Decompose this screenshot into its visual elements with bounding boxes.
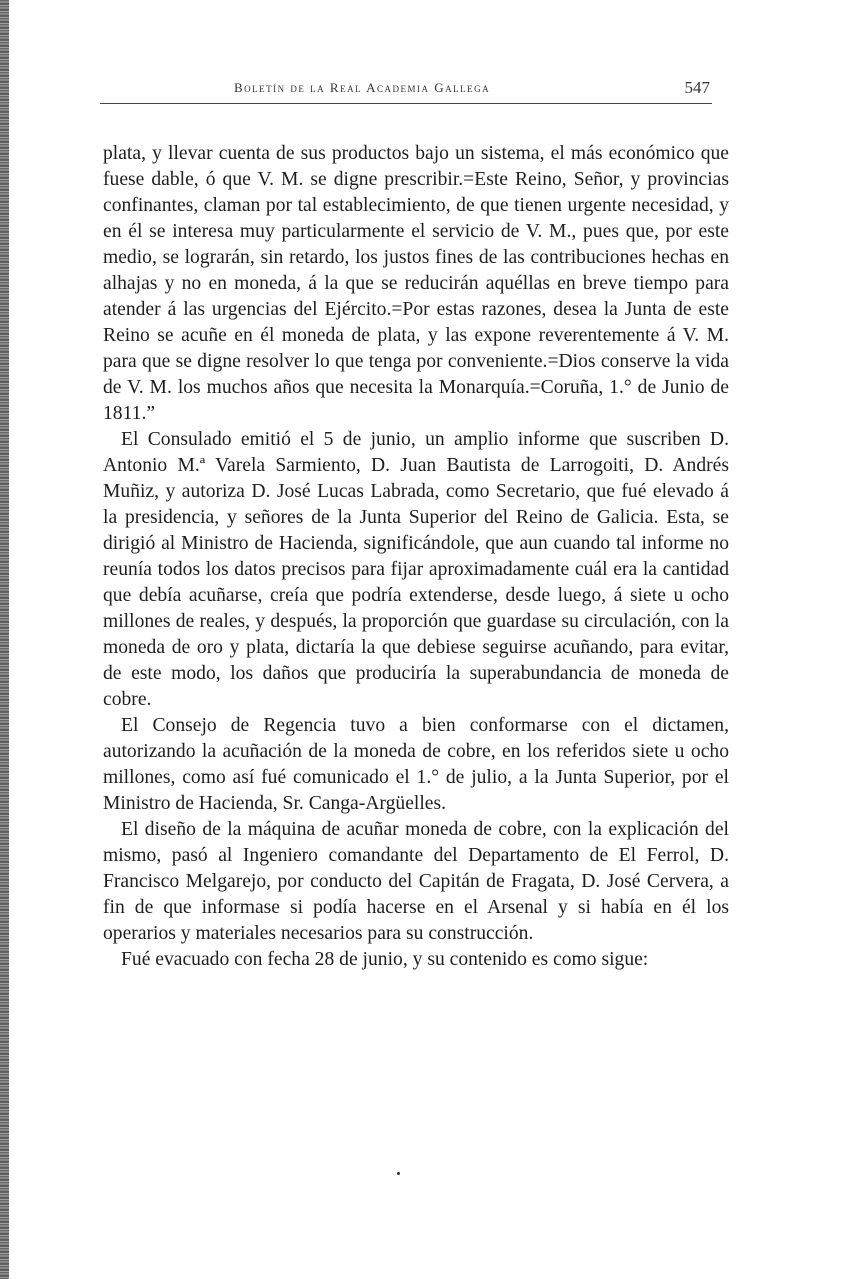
header-rule — [100, 103, 712, 104]
paragraph: El Consejo de Regencia tuvo a bien conformarse con el dictamen, autorizando la acuñación de la moneda de cobre, en los referidos siete u ocho millones, como así fué comunicado el 1.° de julio, a la Junta Superior, por el Ministro de Hacienda, Sr. Canga-Argüelles. — [103, 715, 729, 814]
paragraph: plata, y llevar cuenta de sus productos bajo un sistema, el más económico que fuese dable, ó que V. M. se digne prescribir.=Este Reino, Señor, y provincias confinantes, claman por tal establecimiento, de que tienen urgente necesidad, y en él se interesa muy particularmente el servicio de V. M., pues que, por este medio, se lograrán, sin retardo, los justos fines de las contribuciones hechas en alhajas y no en moneda, á la que se reducirán aquéllas en breve tiempo para atender á las urgencias del Ejército.=Por estas razones, desea la Junta de este Reino se acuñe en él moneda de plata, y las expone reverentemente á V. M. para que se digne resolver lo que tenga por conveniente.=Dios conserve la vida de V. M. los muchos años que necesita la Monarquía.=Coruña, 1.° de Junio de 1811.” — [103, 143, 729, 424]
running-header — [100, 76, 712, 104]
paragraph: El Consulado emitió el 5 de junio, un amplio informe que suscriben D. Antonio M.ª Varela Sarmiento, D. Juan Bautista de Larrogoiti, D. Andrés Muñiz, y autoriza D. José Lucas Labrada, como Secretario, que fué elevado á la presidencia, y señores de la Junta Superior del Reino de Galicia. Esta, se dirigió al Ministro de Hacienda, significándole, que aun cuando tal informe no reunía todos los datos precisos para fijar aproximadamente cuál era la cantidad que debía acuñarse, creía que podría extenderse, desde luego, á siete u ocho millones de reales, y después, la proporción que guardase su circulación, con la moneda de oro y plata, dictaría la que debiese seguirse acuñando, para evitar, de este modo, los daños que produciría la superabundancia de moneda de cobre. — [103, 429, 729, 710]
body-text — [103, 141, 729, 973]
journal-title: Boletín de la Real Academia Gallega — [234, 80, 491, 95]
print-speck — [397, 1172, 400, 1175]
page-number: 547 — [684, 78, 710, 97]
paragraph: El diseño de la máquina de acuñar moneda de cobre, con la explicación del mismo, pasó al Ingeniero comandante del Departamento de El Ferrol, D. Francisco Melgarejo, por conducto del Capitán de Fragata, D. José Cervera, a fin de que informase si podía hacerse en el Arsenal y si había en él los operarios y materiales necesarios para su construcción. — [103, 819, 729, 944]
paragraph: Fué evacuado con fecha 28 de junio, y su contenido es como sigue: — [121, 949, 649, 970]
page-binding-edge — [0, 0, 9, 1279]
